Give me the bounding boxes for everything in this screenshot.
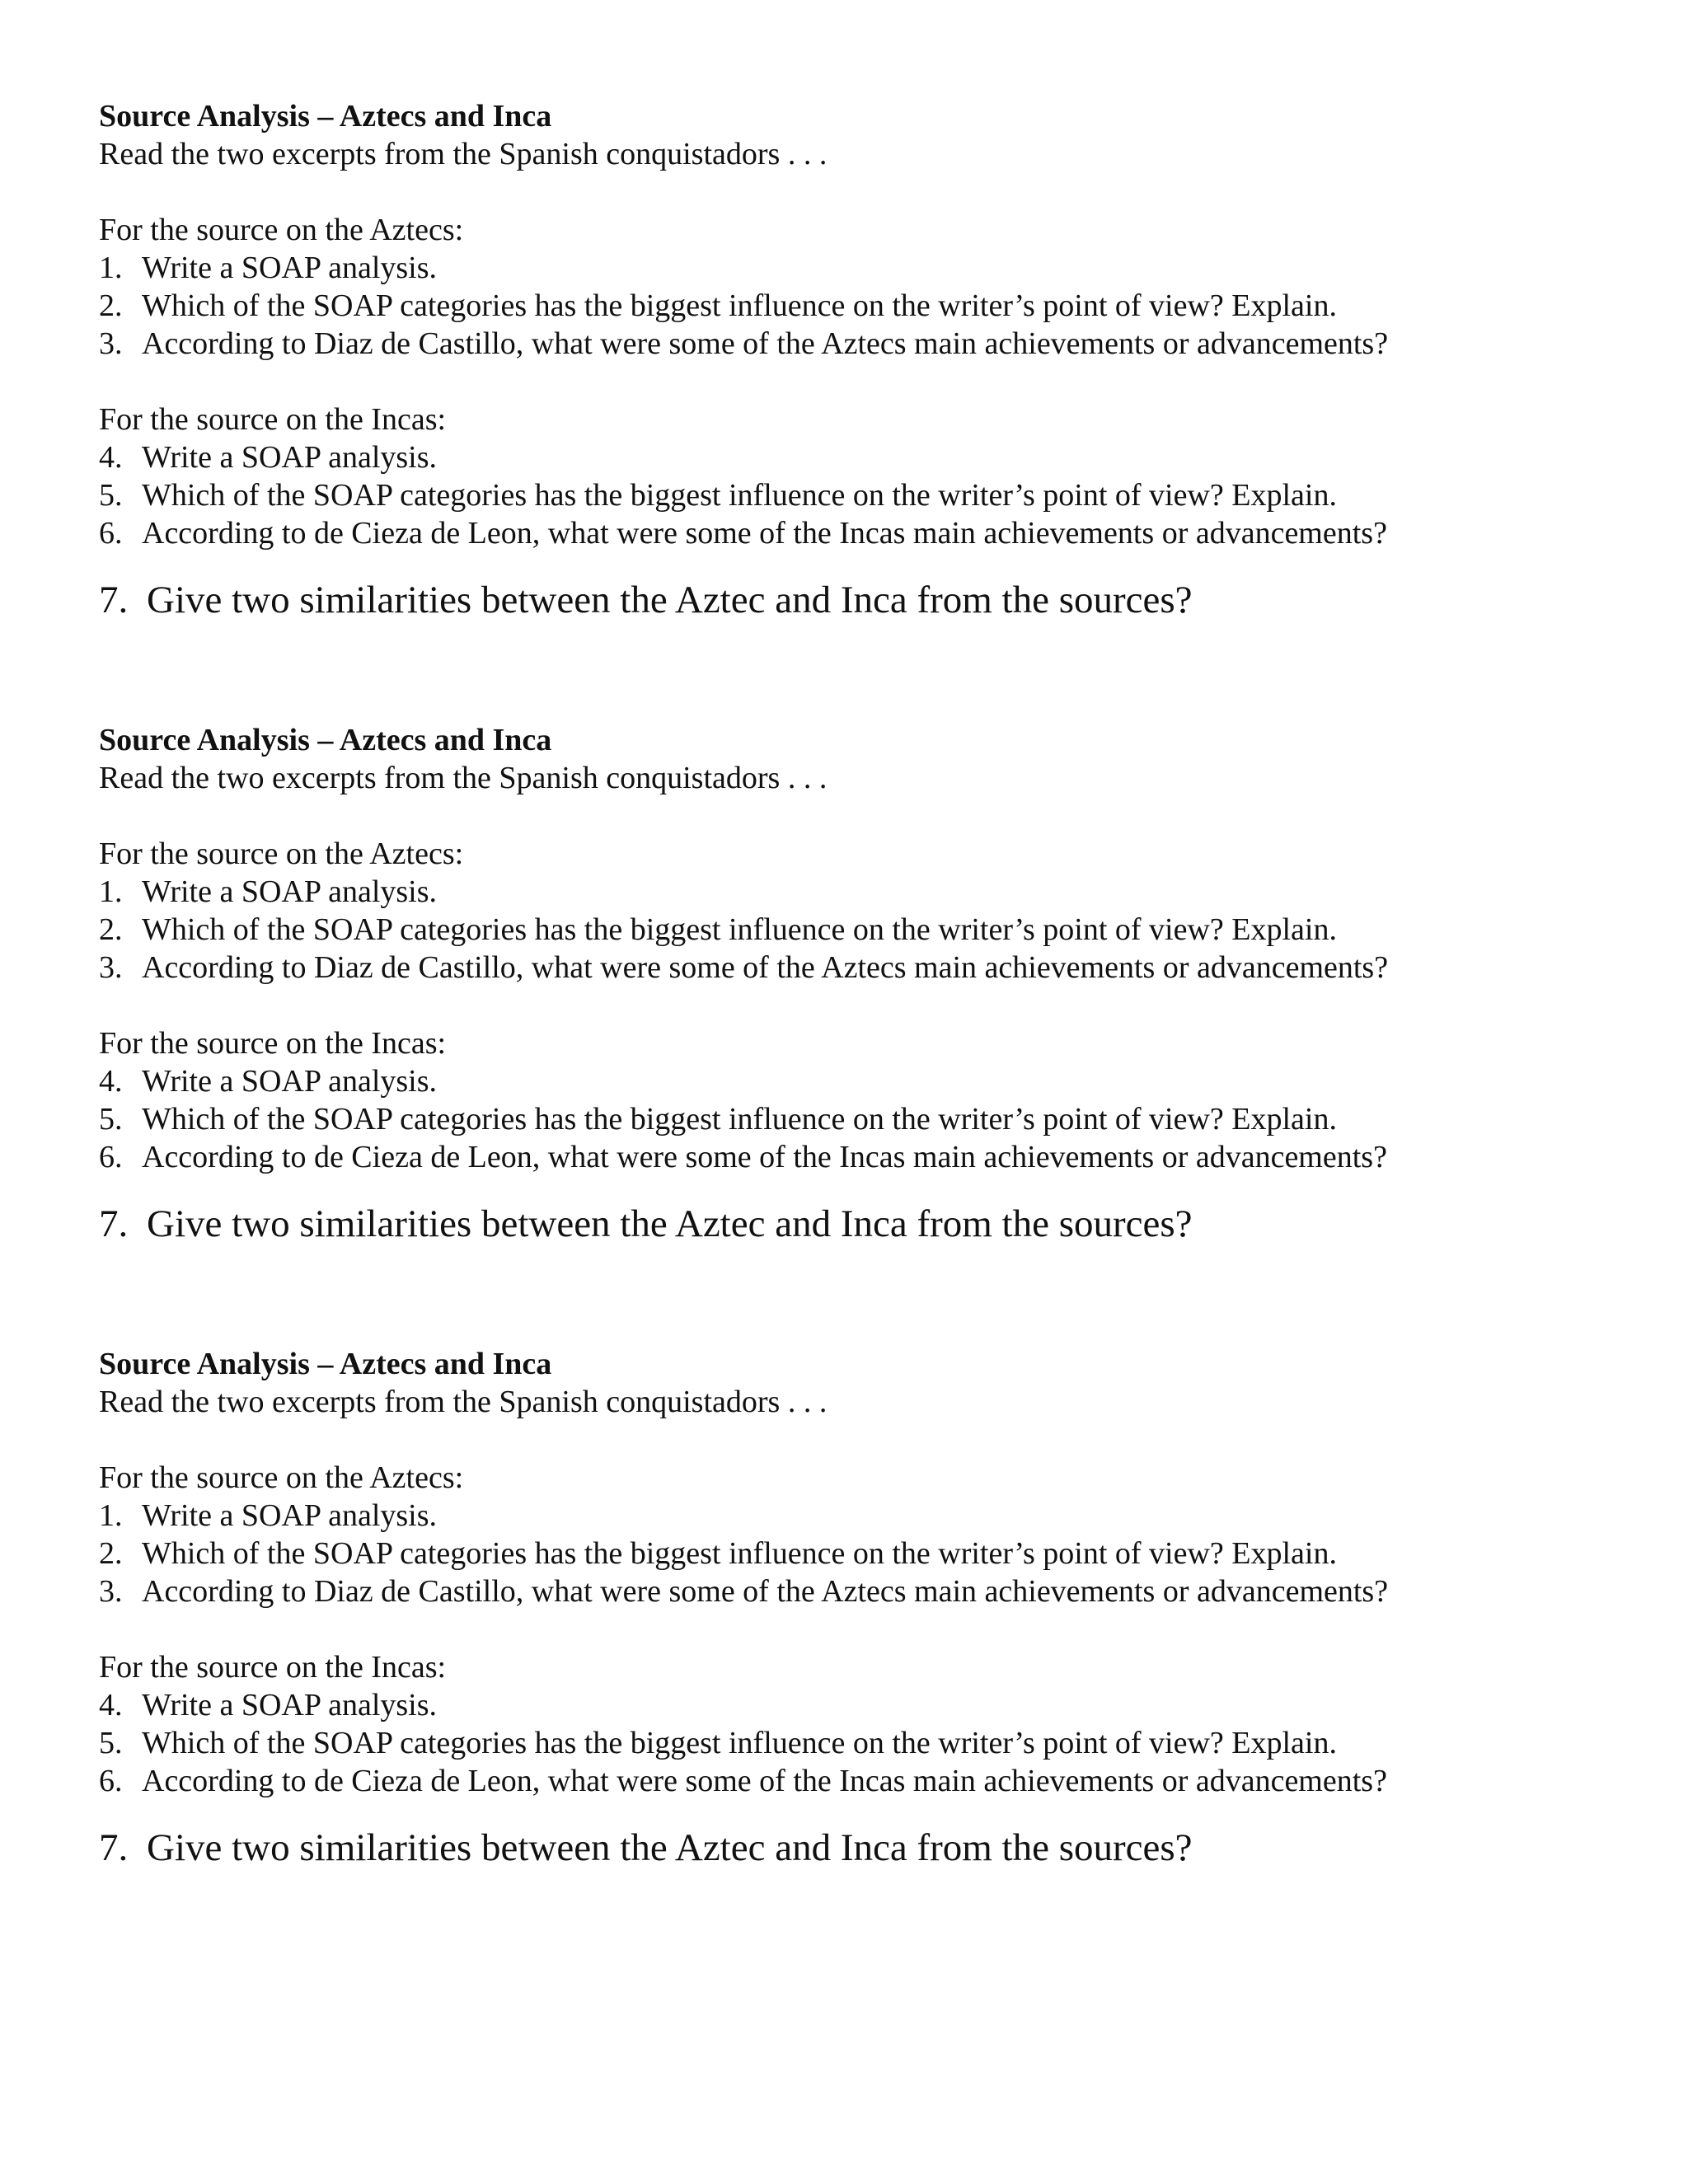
question-text: Write a SOAP analysis. (142, 874, 438, 909)
question-7 (99, 577, 1632, 623)
question-number: 4. (99, 440, 123, 475)
question-text: Give two similarities between the Aztec and Inca from the sources? (147, 1826, 1193, 1869)
question-text: According to Diaz de Castillo, what were some of the Aztecs main achievements or advancements? (142, 1574, 1389, 1609)
question-number: 1. (99, 874, 123, 909)
question-7 (99, 1201, 1632, 1247)
question-4 (99, 1062, 1632, 1100)
question-3 (99, 1572, 1632, 1610)
question-text: Which of the SOAP categories has the biggest influence on the writer’s point of view? Explain. (142, 912, 1337, 947)
spacer (99, 1610, 1632, 1648)
question-4 (99, 1686, 1632, 1724)
section-title: Source Analysis – Aztecs and Inca (99, 99, 552, 134)
question-3 (99, 325, 1632, 363)
question-2 (99, 287, 1632, 325)
section-intro: Read the two excerpts from the Spanish conquistadors . . . (99, 761, 828, 795)
section-title: Source Analysis – Aztecs and Inca (99, 723, 552, 757)
question-3 (99, 949, 1632, 987)
question-number: 1. (99, 1498, 123, 1533)
question-text: Write a SOAP analysis. (142, 1688, 438, 1722)
aztecs-heading: For the source on the Aztecs: (99, 1460, 464, 1495)
question-5 (99, 1724, 1632, 1762)
incas-heading: For the source on the Incas: (99, 1650, 447, 1685)
question-1 (99, 1497, 1632, 1535)
question-6 (99, 1138, 1632, 1176)
question-text: According to de Cieza de Leon, what were some of the Incas main achievements or advancements? (142, 1140, 1387, 1174)
worksheet-section-1 (99, 97, 1632, 623)
question-number: 4. (99, 1064, 123, 1099)
question-text: Write a SOAP analysis. (142, 1498, 438, 1533)
spacer (99, 1421, 1632, 1459)
question-text: According to Diaz de Castillo, what were some of the Aztecs main achievements or advancements? (142, 950, 1389, 985)
section-title: Source Analysis – Aztecs and Inca (99, 1347, 552, 1381)
question-text: Which of the SOAP categories has the biggest influence on the writer’s point of view? Explain. (142, 1726, 1337, 1760)
question-text: Which of the SOAP categories has the biggest influence on the writer’s point of view? Explain. (142, 288, 1337, 323)
aztecs-heading: For the source on the Aztecs: (99, 837, 464, 871)
spacer (99, 363, 1632, 401)
question-4 (99, 438, 1632, 476)
question-number: 3. (99, 950, 123, 985)
question-number: 5. (99, 478, 123, 513)
aztecs-heading: For the source on the Aztecs: (99, 213, 464, 247)
question-number: 5. (99, 1726, 123, 1760)
incas-heading: For the source on the Incas: (99, 402, 447, 437)
question-6 (99, 514, 1632, 552)
question-5 (99, 476, 1632, 514)
question-text: Write a SOAP analysis. (142, 1064, 438, 1099)
question-text: Give two similarities between the Aztec and Inca from the sources? (147, 1202, 1193, 1245)
question-number: 2. (99, 1536, 123, 1571)
question-number: 7. (99, 1202, 129, 1245)
question-text: Which of the SOAP categories has the biggest influence on the writer’s point of view? Explain. (142, 1536, 1337, 1571)
spacer (99, 797, 1632, 835)
question-7 (99, 1825, 1632, 1871)
question-1 (99, 249, 1632, 287)
spacer (99, 987, 1632, 1024)
worksheet-section-3 (99, 1345, 1632, 1871)
question-number: 5. (99, 1102, 123, 1137)
question-number: 7. (99, 579, 129, 621)
question-number: 3. (99, 1574, 123, 1609)
section-intro: Read the two excerpts from the Spanish conquistadors . . . (99, 1385, 828, 1419)
spacer (99, 173, 1632, 211)
question-number: 1. (99, 251, 123, 285)
question-text: According to Diaz de Castillo, what were some of the Aztecs main achievements or advancements? (142, 326, 1389, 361)
question-text: Which of the SOAP categories has the biggest influence on the writer’s point of view? Explain. (142, 1102, 1337, 1137)
question-text: Which of the SOAP categories has the biggest influence on the writer’s point of view? Explain. (142, 478, 1337, 513)
question-number: 6. (99, 1764, 123, 1798)
question-number: 6. (99, 516, 123, 551)
question-number: 2. (99, 912, 123, 947)
question-number: 3. (99, 326, 123, 361)
question-text: Give two similarities between the Aztec and Inca from the sources? (147, 579, 1193, 621)
question-number: 2. (99, 288, 123, 323)
question-6 (99, 1762, 1632, 1800)
worksheet-section-2 (99, 721, 1632, 1247)
question-text: According to de Cieza de Leon, what were some of the Incas main achievements or advancements? (142, 516, 1387, 551)
question-number: 7. (99, 1826, 129, 1869)
question-5 (99, 1100, 1632, 1138)
question-2 (99, 911, 1632, 949)
question-number: 6. (99, 1140, 123, 1174)
question-number: 4. (99, 1688, 123, 1722)
question-text: Write a SOAP analysis. (142, 440, 438, 475)
section-intro: Read the two excerpts from the Spanish conquistadors . . . (99, 137, 828, 171)
question-text: According to de Cieza de Leon, what were some of the Incas main achievements or advancements? (142, 1764, 1387, 1798)
question-2 (99, 1535, 1632, 1572)
question-text: Write a SOAP analysis. (142, 251, 438, 285)
incas-heading: For the source on the Incas: (99, 1026, 447, 1061)
question-1 (99, 873, 1632, 911)
